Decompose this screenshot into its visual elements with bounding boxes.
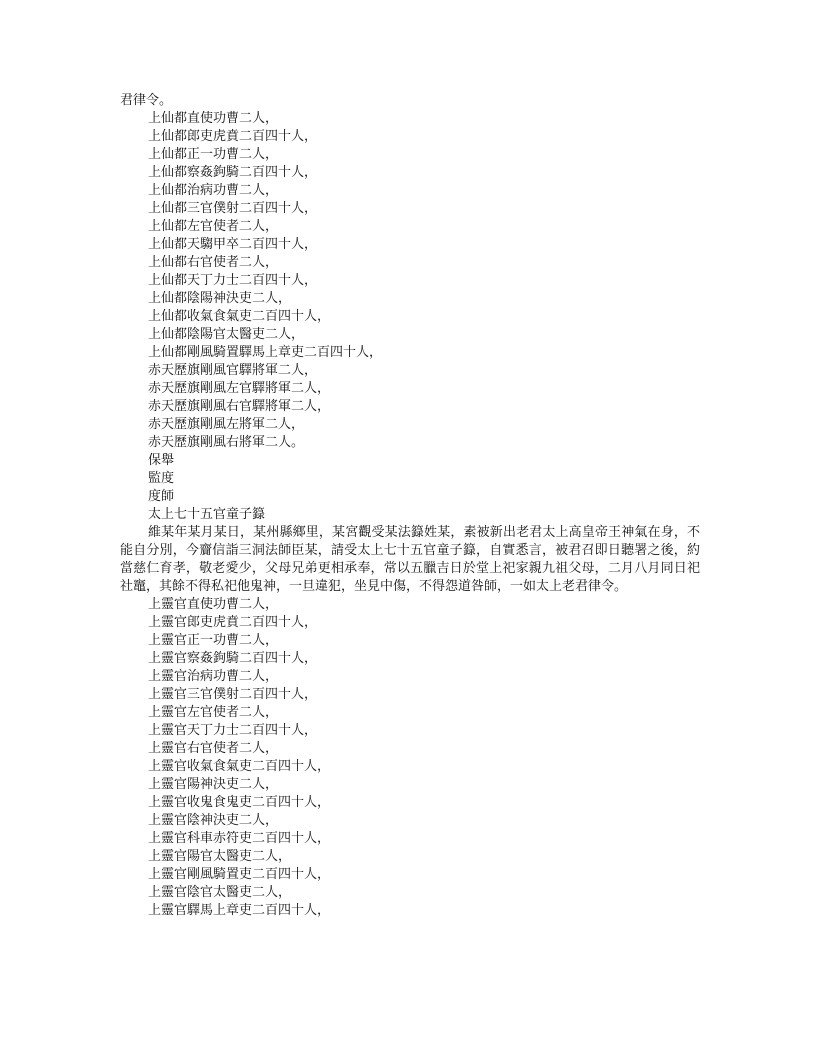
section2-line: 上靈官陽官太醫吏二人， [148, 849, 292, 864]
section1-line: 上仙都左官使者二人， [148, 219, 279, 234]
section2-line: 上靈官三官僕射二百四十人， [148, 687, 318, 702]
register-title: 太上七十五官童子籙 [148, 507, 266, 522]
document-page [120, 92, 700, 920]
section1-line: 上仙都剛風騎置驛馬上章吏二百四十人， [148, 345, 383, 360]
section2-line: 上靈官治病功曹二人， [148, 669, 279, 684]
section1-line: 上仙都收氣食氣吏二百四十人， [148, 309, 331, 324]
section1-line: 赤天歷旗剛風右將軍二人。 [148, 435, 305, 450]
section1-line: 赤天歷旗剛風左將軍二人， [148, 417, 305, 432]
section2-line: 上靈官剛風騎置吏二百四十人， [148, 867, 331, 882]
section1-line: 上仙都陰陽官太醫吏二人， [148, 327, 305, 342]
section1-list [120, 110, 700, 452]
section1-line: 赤天歷旗剛風官驛將軍二人， [148, 363, 318, 378]
role-ordination-master: 度師 [148, 489, 175, 504]
section2-line: 上靈官陰官太醫吏二人， [148, 885, 292, 900]
section2-line: 上靈官陰神決吏二人， [148, 813, 279, 828]
section1-line: 赤天歷旗剛風右官驛將軍二人， [148, 399, 331, 414]
section2-line: 上靈官驛馬上章吏二百四十人， [148, 903, 331, 918]
section1-line: 上仙都直使功曹二人， [148, 111, 279, 126]
section2-line: 上靈官科車赤符吏二百四十人， [148, 831, 331, 846]
section2-line: 上靈官天丁力士二百四十人， [148, 723, 318, 738]
section2-line: 上靈官正一功曹二人， [148, 633, 279, 648]
section1-line: 上仙都天丁力士二百四十人， [148, 273, 318, 288]
section1-line: 上仙都三官僕射二百四十人， [148, 201, 318, 216]
section1-line: 上仙都天騶甲卒二百四十人， [148, 237, 318, 252]
section2-line: 上靈官陽神決吏二人， [148, 777, 279, 792]
role-supervisor: 監度 [148, 471, 175, 486]
section2-list [120, 596, 700, 920]
section2-line: 上靈官左官使者二人， [148, 705, 279, 720]
section2-line: 上靈官右官使者二人， [148, 741, 279, 756]
section1-line: 上仙都治病功曹二人， [148, 183, 279, 198]
section2-line: 上靈官收氣食氣吏二百四十人， [148, 759, 331, 774]
section2-line: 上靈官收鬼食鬼吏二百四十人， [148, 795, 331, 810]
section1-line: 上仙都正一功曹二人， [148, 147, 279, 162]
section2-line: 上靈官郎吏虎賁二百四十人， [148, 615, 318, 630]
section2-line: 上靈官直使功曹二人， [148, 597, 279, 612]
register-paragraph: 維某年某月某日，某州縣鄉里，某宮觀受某法籙姓某，素被新出老君太上高皇帝王神氣在身，不能自分別，今齎信詣三洞法師臣某，請受太上七十五官童子籙，自實悉言，被君召即日聽署之後，約當慈仁育孝，敬老愛少，父母兄弟更相承奉，常以五臘吉日於堂上祀家親九祖父母，二月八月同日祀社竈，其餘不得私祀他鬼神，一旦違犯，坐見中傷，不得怨道咎師，一如太上老君律令。 [120, 525, 700, 594]
section1-line: 赤天歷旗剛風左官驛將軍二人， [148, 381, 331, 396]
section1-line: 上仙都右官使者二人， [148, 255, 279, 270]
intro-tail-line: 君律令。 [120, 93, 173, 108]
role-sponsor: 保舉 [148, 453, 175, 468]
section1-line: 上仙都陰陽神決吏二人， [148, 291, 292, 306]
section2-line: 上靈官察姦鉤騎二百四十人， [148, 651, 318, 666]
section1-line: 上仙都察姦鉤騎二百四十人， [148, 165, 318, 180]
section1-line: 上仙都郎吏虎賁二百四十人， [148, 129, 318, 144]
roles-list [120, 452, 700, 506]
